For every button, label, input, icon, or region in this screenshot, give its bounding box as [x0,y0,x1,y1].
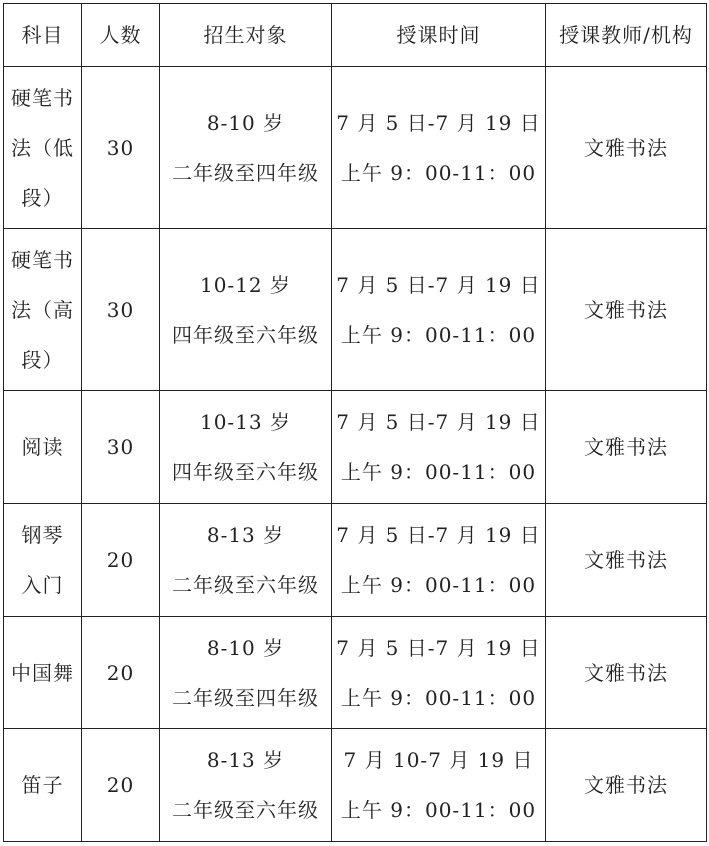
cell-teacher: 文雅书法 [546,67,707,229]
cell-teacher: 文雅书法 [546,391,707,504]
cell-target-line: 8-10 岁 [206,635,285,660]
table-row [4,391,707,504]
cell-target [160,67,332,229]
cell-subject [4,617,82,729]
cell-subject [4,504,82,617]
cell-count: 30 [82,67,160,229]
cell-subject [4,729,82,842]
cell-time-line: 7 月 5 日-7 月 19 日 [336,635,541,660]
cell-count: 20 [82,617,160,729]
cell-subject-line: 法（低 [11,135,74,160]
cell-subject-line: 钢琴 [21,523,64,547]
table-row [4,67,707,229]
header-subject: 科目 [4,4,82,67]
cell-subject-line: 段） [21,347,64,372]
course-table [3,3,707,842]
cell-time-line: 上午 9：00-11：00 [340,460,537,484]
cell-subject [4,229,82,391]
cell-time-line: 上午 9：00-11：00 [340,573,537,597]
header-teacher: 授课教师/机构 [546,4,707,67]
cell-teacher: 文雅书法 [546,229,707,391]
cell-subject-line: 入门 [21,573,64,597]
cell-target [160,617,332,729]
cell-time-line: 7 月 5 日-7 月 19 日 [336,523,541,547]
cell-count: 20 [82,729,160,842]
table-row [4,229,707,391]
cell-time-line: 7 月 5 日-7 月 19 日 [336,272,541,297]
cell-target-line: 二年级至六年级 [172,573,319,597]
cell-target [160,504,332,617]
cell-target-line: 二年级至四年级 [172,685,319,710]
cell-subject [4,391,82,504]
header-count: 人数 [82,4,160,67]
cell-time [332,504,546,617]
cell-count: 20 [82,504,160,617]
cell-time [332,617,546,729]
cell-target-line: 8-13 岁 [206,748,285,772]
cell-time [332,229,546,391]
cell-time-line: 上午 9：00-11：00 [340,685,537,710]
cell-count: 30 [82,391,160,504]
cell-time-line: 上午 9：00-11：00 [340,798,537,822]
cell-teacher: 文雅书法 [546,729,707,842]
cell-time-line: 7 月 10-7 月 19 日 [343,748,534,772]
cell-target [160,229,332,391]
cell-subject-line: 硬笔书 [11,85,74,110]
cell-subject-line: 段） [21,185,64,210]
cell-teacher: 文雅书法 [546,617,707,729]
cell-target-line: 8-10 岁 [206,110,285,135]
table-header-row [4,4,707,67]
cell-subject-line: 阅读 [21,435,64,459]
cell-target-line: 四年级至六年级 [172,322,319,347]
cell-target-line: 二年级至六年级 [172,798,319,822]
cell-time-line: 上午 9：00-11：00 [340,322,537,347]
cell-time-line: 7 月 5 日-7 月 19 日 [336,410,541,434]
cell-target-line: 10-12 岁 [199,272,291,297]
cell-target-line: 四年级至六年级 [172,460,319,484]
cell-time [332,67,546,229]
table-row [4,729,707,842]
header-target: 招生对象 [160,4,332,67]
cell-subject-line: 法（高 [11,297,74,322]
cell-time-line: 7 月 5 日-7 月 19 日 [336,110,541,135]
cell-time-line: 上午 9：00-11：00 [340,160,537,185]
cell-subject-line: 硬笔书 [11,247,74,272]
cell-subject-line: 中国舞 [11,660,74,685]
table-row [4,504,707,617]
cell-count: 30 [82,229,160,391]
cell-time [332,391,546,504]
cell-target [160,729,332,842]
cell-teacher: 文雅书法 [546,504,707,617]
cell-target-line: 二年级至四年级 [172,160,319,185]
cell-subject-line: 笛子 [21,773,64,797]
table-row [4,617,707,729]
cell-target-line: 10-13 岁 [199,410,291,434]
cell-target-line: 8-13 岁 [206,523,285,547]
header-time: 授课时间 [332,4,546,67]
cell-target [160,391,332,504]
cell-time [332,729,546,842]
cell-subject [4,67,82,229]
table-body [4,67,707,842]
